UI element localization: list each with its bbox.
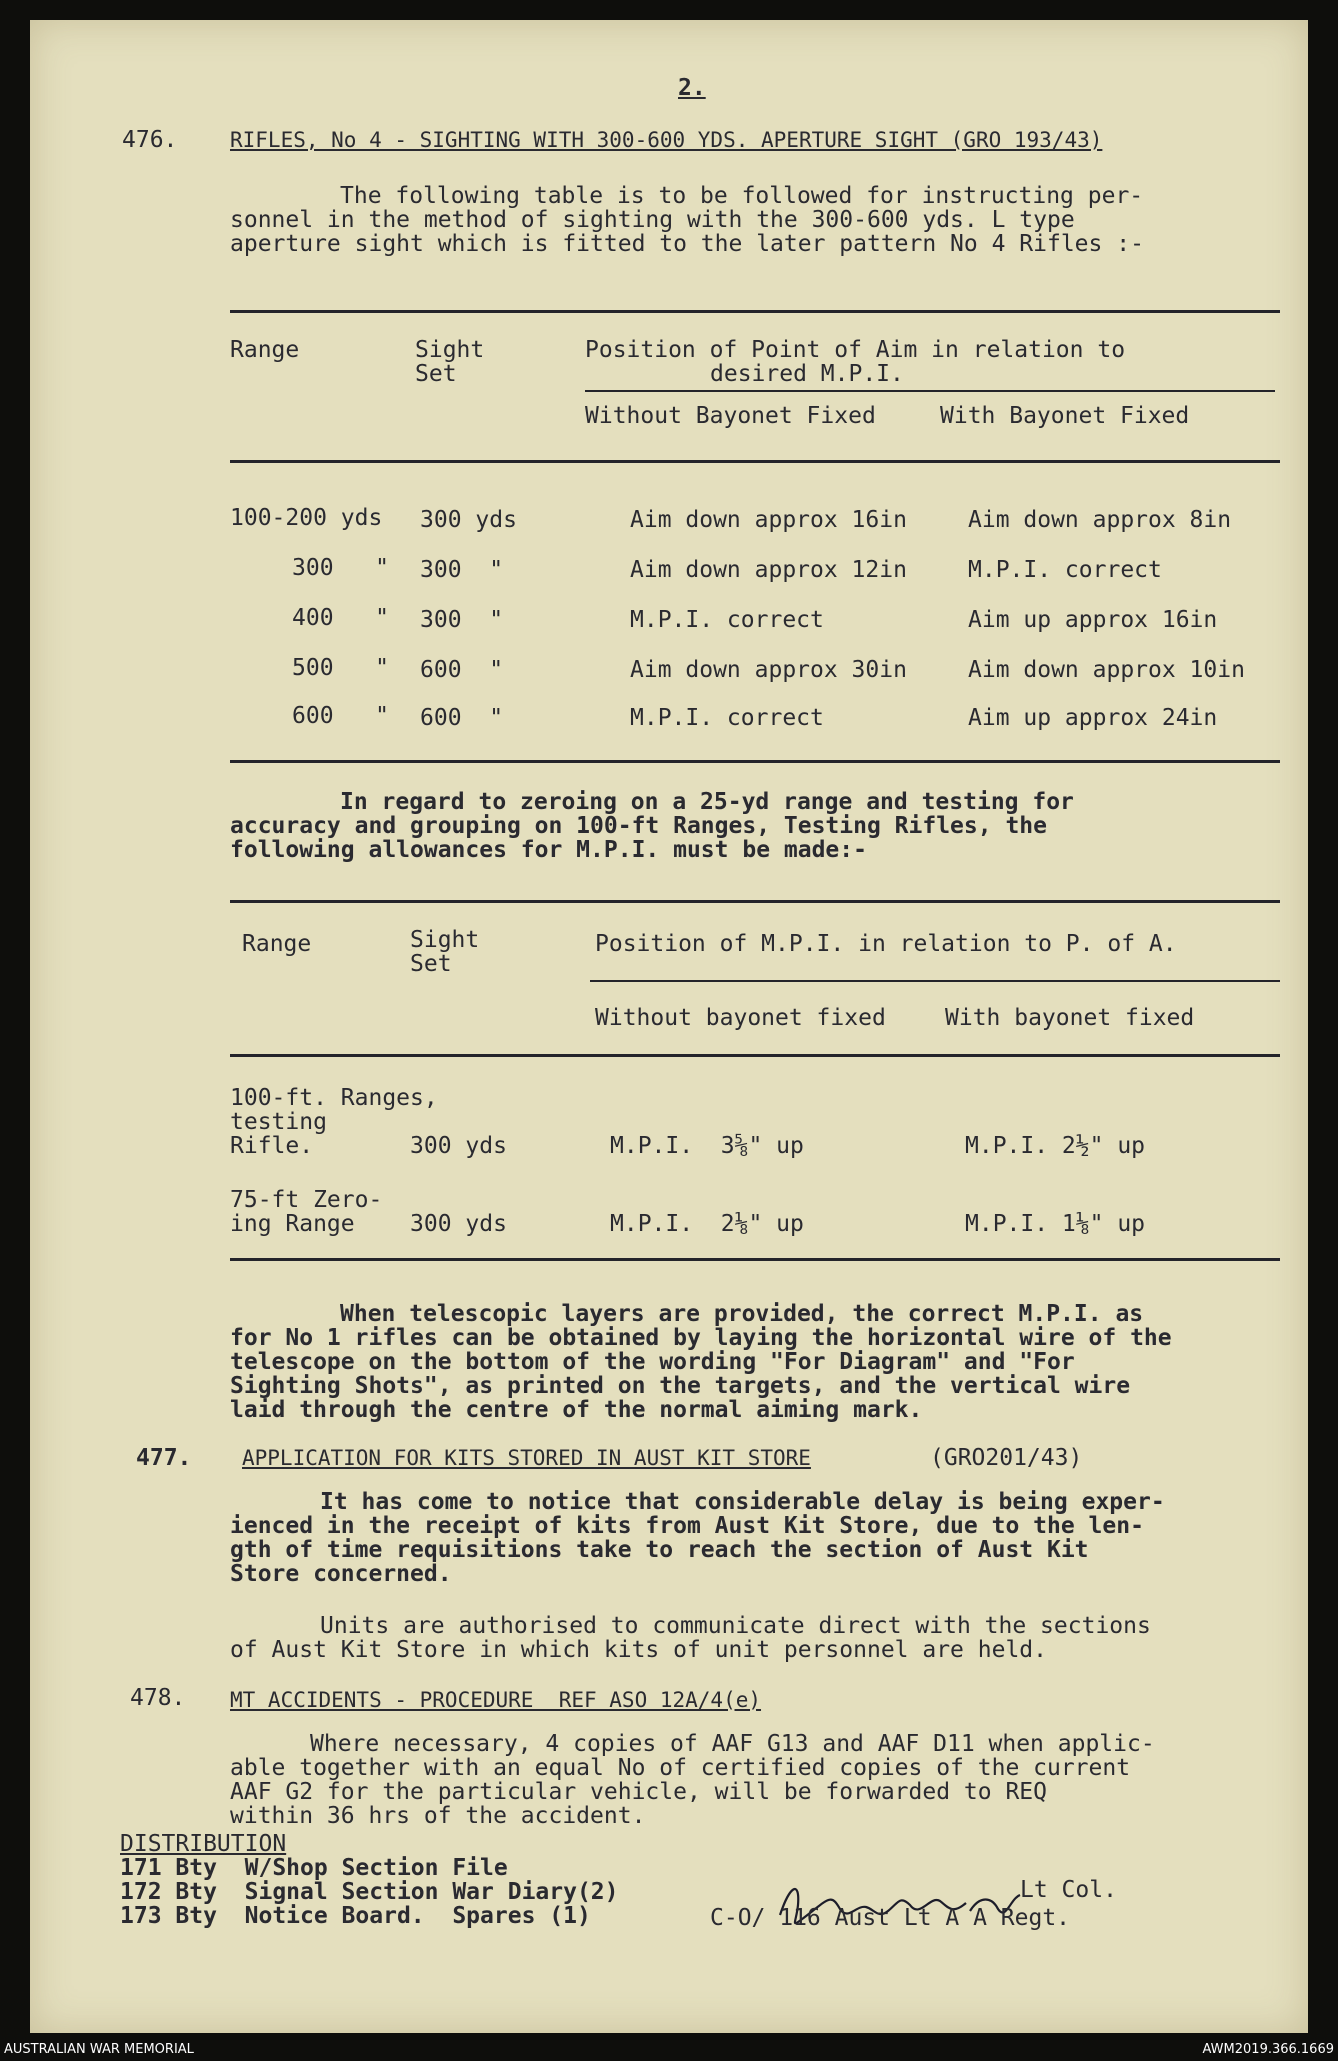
intro-line-3: aperture sight which is fitted to the later pattern No 4 Rifles :-: [230, 231, 1144, 257]
document-page: [30, 20, 1308, 2033]
table1-header-with: With Bayonet Fixed: [940, 403, 1190, 429]
table1-row5-without: M.P.I. correct: [630, 705, 824, 731]
section-ref-477: (GRO201/43): [930, 1445, 1083, 1471]
table1-row4-without: Aim down approx 30in: [630, 657, 907, 683]
table1-row3-with: Aim up approx 16in: [968, 607, 1218, 633]
signature-unit: C-O/ 116 Aust Lt A A Regt.: [710, 1905, 1071, 1931]
table1-header-sight-1: Sight: [415, 337, 485, 363]
table2-row2-range-1: 75-ft Zero-: [230, 1187, 383, 1213]
table1-header-range: Range: [230, 337, 300, 363]
table2-bottom-rule: [230, 1258, 1280, 1261]
table1-row1-range: 100-200 yds: [230, 505, 383, 531]
table2-row1-range-1: 100-ft. Ranges,: [230, 1085, 438, 1111]
table1-row2-range: 300 ": [292, 555, 389, 581]
table1-header-rule: [230, 460, 1280, 463]
closing-line-5: laid through the centre of the normal aiming mark.: [230, 1397, 923, 1423]
table1-header-position-2: desired M.P.I.: [710, 361, 904, 387]
table2-row2-sight: 300 yds: [410, 1211, 507, 1237]
table1-row2-sight: 300 ": [420, 557, 504, 583]
table1-row2-with: M.P.I. correct: [968, 557, 1162, 583]
table2-subheader-rule: [590, 980, 1280, 982]
table2-row1-with: M.P.I. 2½" up: [965, 1133, 1146, 1159]
s477-p1-line-2: ienced in the receipt of kits from Aust Kit Store, due to the len-: [230, 1513, 1144, 1539]
archive-footer: [0, 2036, 1338, 2061]
s477-p1-line-3: gth of time requisitions take to reach the section of Aust Kit: [230, 1537, 1089, 1563]
distribution-line-3: 173 Bty Notice Board. Spares (1): [120, 1903, 591, 1929]
closing-line-4: Sighting Shots", as printed on the targets, and the vertical wire: [230, 1373, 1131, 1399]
table1-row5-range: 600 ": [292, 703, 389, 729]
table1-row4-sight: 600 ": [420, 657, 504, 683]
table1-row4-range: 500 ": [292, 655, 389, 681]
closing-line-3: telescope on the bottom of the wording "For Diagram" and "For: [230, 1349, 1075, 1375]
section-heading-477: APPLICATION FOR KITS STORED IN AUST KIT STORE: [242, 1446, 811, 1470]
table2-header-with: With bayonet fixed: [945, 1005, 1195, 1031]
middle-line-2: accuracy and grouping on 100-ft Ranges, Testing Rifles, the: [230, 813, 1047, 839]
s477-p2-line-1: Units are authorised to communicate direct with the sections: [320, 1613, 1151, 1639]
table1-bottom-rule: [230, 760, 1280, 763]
s477-p1-line-4: Store concerned.: [230, 1561, 452, 1587]
section-heading-478: MT ACCIDENTS - PROCEDURE REF ASO 12A/4(e): [230, 1688, 762, 1712]
table1-row3-without: M.P.I. correct: [630, 607, 824, 633]
section-number-476: 476.: [122, 127, 178, 153]
table1-header-sight-2: Set: [415, 361, 457, 387]
section-number-478: 478.: [130, 1685, 186, 1711]
s477-p2-line-2: of Aust Kit Store in which kits of unit personnel are held.: [230, 1637, 1047, 1663]
table1-row5-with: Aim up approx 24in: [968, 705, 1218, 731]
table2-row2-with: M.P.I. 1⅛" up: [965, 1211, 1146, 1237]
table2-row1-range-3: Rifle.: [230, 1133, 314, 1159]
table1-row1-sight: 300 yds: [420, 507, 517, 533]
distribution-line-1: 171 Bty W/Shop Section File: [120, 1855, 508, 1881]
footer-institution: AUSTRALIAN WAR MEMORIAL: [4, 2042, 194, 2057]
table1-subheader-rule: [585, 390, 1275, 392]
table2-header-position: Position of M.P.I. in relation to P. of A.: [595, 931, 1177, 957]
table2-header-sight-2: Set: [410, 951, 452, 977]
section-number-477: 477.: [136, 1445, 192, 1471]
table2-row1-without: M.P.I. 3⅝" up: [610, 1133, 804, 1159]
signature-title: Lt Col.: [1020, 1877, 1117, 1903]
table1-row3-sight: 300 ": [420, 607, 504, 633]
table1-row5-sight: 600 ": [420, 705, 504, 731]
s478-p1-line-2: able together with an equal No of certified copies of the current: [230, 1755, 1131, 1781]
table1-row1-without: Aim down approx 16in: [630, 507, 907, 533]
middle-line-1: In regard to zeroing on a 25-yd range and testing for: [340, 789, 1074, 815]
table1-row4-with: Aim down approx 10in: [968, 657, 1245, 683]
page-number: 2.: [678, 75, 706, 101]
table2-header-rule: [230, 1054, 1280, 1057]
s478-p1-line-3: AAF G2 for the particular vehicle, will be forwarded to REQ: [230, 1779, 1047, 1805]
table1-top-rule: [230, 310, 1280, 313]
table2-row2-without: M.P.I. 2⅛" up: [610, 1211, 804, 1237]
table2-row1-sight: 300 yds: [410, 1133, 507, 1159]
table1-row1-with: Aim down approx 8in: [968, 507, 1232, 533]
distribution-line-2: 172 Bty Signal Section War Diary(2): [120, 1879, 619, 1905]
table1-row3-range: 400 ": [292, 605, 389, 631]
closing-line-2: for No 1 rifles can be obtained by laying the horizontal wire of the: [230, 1325, 1172, 1351]
table2-header-sight-1: Sight: [410, 927, 480, 953]
table2-row2-range-2: ing Range: [230, 1211, 355, 1237]
table1-row2-without: Aim down approx 12in: [630, 557, 907, 583]
table2-header-without: Without bayonet fixed: [595, 1005, 886, 1031]
footer-accession-number: AWM2019.366.1669: [1202, 2042, 1334, 2057]
table2-row1-range-2: testing: [230, 1109, 327, 1135]
table1-header-without: Without Bayonet Fixed: [585, 403, 876, 429]
intro-line-2: sonnel in the method of sighting with the 300-600 yds. L type: [230, 207, 1075, 233]
closing-line-1: When telescopic layers are provided, the correct M.P.I. as: [340, 1301, 1144, 1327]
table1-header-position-1: Position of Point of Aim in relation to: [585, 337, 1126, 363]
table2-header-range: Range: [242, 931, 312, 957]
s478-p1-line-4: within 36 hrs of the accident.: [230, 1803, 646, 1829]
distribution-heading: DISTRIBUTION: [120, 1831, 287, 1857]
s478-p1-line-1: Where necessary, 4 copies of AAF G13 and AAF D11 when applic-: [310, 1731, 1155, 1757]
table2-top-rule: [230, 900, 1280, 903]
middle-line-3: following allowances for M.P.I. must be made:-: [230, 837, 867, 863]
s477-p1-line-1: It has come to notice that considerable delay is being exper-: [320, 1489, 1165, 1515]
intro-line-1: The following table is to be followed for instructing per-: [340, 183, 1144, 209]
section-heading-476: RIFLES, No 4 - SIGHTING WITH 300-600 YDS. APERTURE SIGHT (GRO 193/43): [230, 128, 1103, 152]
